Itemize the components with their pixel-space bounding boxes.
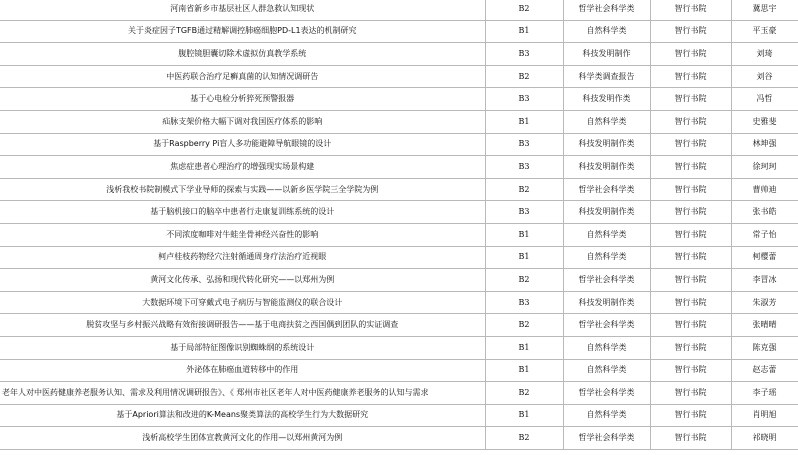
category-cell[interactable]: 哲学社会科学类	[563, 427, 650, 450]
level-cell[interactable]: B2	[485, 178, 563, 201]
level-cell[interactable]: B1	[485, 336, 563, 359]
leader-name-cell[interactable]: 林坤强	[731, 133, 798, 156]
leader-name-cell[interactable]: 张晴晴	[731, 314, 798, 337]
project-title-cell[interactable]: 关于炎症因子TGFB通过精解调控肺癌细胞PD-L1表达的机制研究	[0, 20, 485, 43]
category-cell[interactable]: 哲学社会科学类	[563, 314, 650, 337]
project-title-cell[interactable]: 基于局部特征图像识别蜘蛛纲的系统设计	[0, 336, 485, 359]
table-row[interactable]	[0, 201, 798, 224]
category-cell[interactable]: 自然科学类	[563, 223, 650, 246]
college-cell[interactable]: 智行书院	[650, 201, 731, 224]
leader-name-cell[interactable]: 张书皓	[731, 201, 798, 224]
project-title-cell[interactable]: 老年人对中医药健康养老服务认知、需求及利用情况调研报告》、《 郑州市社区老年人对中医药健康养老服务的认知与需求	[0, 382, 485, 405]
table-row[interactable]	[0, 269, 798, 292]
level-cell[interactable]: B1	[485, 20, 563, 43]
project-title-cell[interactable]: 大数据环境下可穿戴式电子病历与智能监测仪的联合设计	[0, 291, 485, 314]
leader-name-cell[interactable]: 赵志蕾	[731, 359, 798, 382]
project-title-cell[interactable]: 不同浓度咖啡对牛蛙坐骨神经兴奋性的影响	[0, 223, 485, 246]
table-row[interactable]	[0, 359, 798, 382]
level-cell[interactable]: B2	[485, 0, 563, 20]
table-row[interactable]	[0, 223, 798, 246]
category-cell[interactable]: 自然科学类	[563, 110, 650, 133]
leader-name-cell[interactable]: 陈克强	[731, 336, 798, 359]
category-cell[interactable]: 自然科学类	[563, 404, 650, 427]
leader-name-cell[interactable]: 刘谷	[731, 65, 798, 88]
leader-name-cell[interactable]: 冀思宇	[731, 0, 798, 20]
table-row[interactable]	[0, 133, 798, 156]
category-cell[interactable]: 自然科学类	[563, 20, 650, 43]
college-cell[interactable]: 智行书院	[650, 65, 731, 88]
leader-name-cell[interactable]: 柯樱蕾	[731, 246, 798, 269]
table-row[interactable]	[0, 291, 798, 314]
category-cell[interactable]: 哲学社会科学类	[563, 382, 650, 405]
table-row[interactable]	[0, 178, 798, 201]
level-cell[interactable]: B2	[485, 269, 563, 292]
college-cell[interactable]: 智行书院	[650, 269, 731, 292]
college-cell[interactable]: 智行书院	[650, 359, 731, 382]
college-cell[interactable]: 智行书院	[650, 178, 731, 201]
level-cell[interactable]: B3	[485, 291, 563, 314]
project-title-cell[interactable]: 基于Apriori算法和改进的K-Means聚类算法的高校学生行为大数据研究	[0, 404, 485, 427]
category-cell[interactable]: 哲学社会科学类	[563, 178, 650, 201]
category-cell[interactable]: 科技发明制作	[563, 43, 650, 66]
project-title-cell[interactable]: 外泌体在肺癌血道转移中的作用	[0, 359, 485, 382]
college-cell[interactable]: 智行书院	[650, 314, 731, 337]
leader-name-cell[interactable]: 朱淑芳	[731, 291, 798, 314]
category-cell[interactable]: 自然科学类	[563, 246, 650, 269]
level-cell[interactable]: B3	[485, 201, 563, 224]
level-cell[interactable]: B2	[485, 382, 563, 405]
table-row[interactable]	[0, 336, 798, 359]
level-cell[interactable]: B1	[485, 359, 563, 382]
table-row[interactable]	[0, 382, 798, 405]
leader-name-cell[interactable]: 李冒冰	[731, 269, 798, 292]
project-title-cell[interactable]: 浅析高校学生团体宣教黄河文化的作用—以郑州黄河为例	[0, 427, 485, 450]
leader-name-cell[interactable]: 李子瑶	[731, 382, 798, 405]
category-cell[interactable]: 哲学社会科学类	[563, 0, 650, 20]
project-title-cell[interactable]: 浅析我校书院制模式下学业导师的探索与实践——以新乡医学院三全学院为例	[0, 178, 485, 201]
leader-name-cell[interactable]: 徐珂珂	[731, 156, 798, 179]
college-cell[interactable]: 智行书院	[650, 246, 731, 269]
category-cell[interactable]: 科技发明作类	[563, 88, 650, 111]
table-row[interactable]	[0, 246, 798, 269]
project-title-cell[interactable]: 疝脉支架价格大幅下调对我国医疗体系的影响	[0, 110, 485, 133]
category-cell[interactable]: 科技发明制作类	[563, 291, 650, 314]
table-row[interactable]	[0, 404, 798, 427]
college-cell[interactable]: 智行书院	[650, 404, 731, 427]
college-cell[interactable]: 智行书院	[650, 110, 731, 133]
level-cell[interactable]: B3	[485, 133, 563, 156]
level-cell[interactable]: B3	[485, 156, 563, 179]
project-title-cell[interactable]: 河南省新乡市基层社区人群急救认知现状	[0, 0, 485, 20]
project-title-cell[interactable]: 腹腔镜胆囊切除术虚拟仿真教学系统	[0, 43, 485, 66]
table-row[interactable]	[0, 0, 798, 20]
college-cell[interactable]: 智行书院	[650, 43, 731, 66]
college-cell[interactable]: 智行书院	[650, 223, 731, 246]
leader-name-cell[interactable]: 曹帅迪	[731, 178, 798, 201]
table-row[interactable]	[0, 110, 798, 133]
level-cell[interactable]: B3	[485, 88, 563, 111]
table-row[interactable]	[0, 156, 798, 179]
leader-name-cell[interactable]: 平玉豪	[731, 20, 798, 43]
category-cell[interactable]: 科学类调查报告	[563, 65, 650, 88]
college-cell[interactable]: 智行书院	[650, 156, 731, 179]
level-cell[interactable]: B1	[485, 246, 563, 269]
category-cell[interactable]: 科技发明制作类	[563, 133, 650, 156]
leader-name-cell[interactable]: 肖明旭	[731, 404, 798, 427]
college-cell[interactable]: 智行书院	[650, 382, 731, 405]
table-row[interactable]	[0, 43, 798, 66]
level-cell[interactable]: B1	[485, 404, 563, 427]
college-cell[interactable]: 智行书院	[650, 291, 731, 314]
level-cell[interactable]: B1	[485, 110, 563, 133]
table-row[interactable]	[0, 65, 798, 88]
college-cell[interactable]: 智行书院	[650, 427, 731, 450]
project-title-cell[interactable]: 基于Raspberry Pi盲人多功能避障导航眼镜的设计	[0, 133, 485, 156]
leader-name-cell[interactable]: 冯哲	[731, 88, 798, 111]
level-cell[interactable]: B3	[485, 43, 563, 66]
project-title-cell[interactable]: 焦虑症患者心理治疗的增强现实场景构建	[0, 156, 485, 179]
table-row[interactable]	[0, 427, 798, 450]
category-cell[interactable]: 科技发明制作类	[563, 201, 650, 224]
college-cell[interactable]: 智行书院	[650, 88, 731, 111]
leader-name-cell[interactable]: 刘琦	[731, 43, 798, 66]
level-cell[interactable]: B2	[485, 427, 563, 450]
table-row[interactable]	[0, 20, 798, 43]
college-cell[interactable]: 智行书院	[650, 133, 731, 156]
leader-name-cell[interactable]: 史雅斐	[731, 110, 798, 133]
college-cell[interactable]: 智行书院	[650, 336, 731, 359]
level-cell[interactable]: B2	[485, 314, 563, 337]
table-row[interactable]	[0, 88, 798, 111]
level-cell[interactable]: B2	[485, 65, 563, 88]
category-cell[interactable]: 哲学社会科学类	[563, 269, 650, 292]
category-cell[interactable]: 自然科学类	[563, 336, 650, 359]
project-title-cell[interactable]: 中医药联合治疗足癣真菌的认知情况调研告	[0, 65, 485, 88]
project-title-cell[interactable]: 柯卢桂枝药物经穴注射循通周身疗法治疗近视眼	[0, 246, 485, 269]
project-title-cell[interactable]: 基于心电检分析猝死预警报器	[0, 88, 485, 111]
project-title-cell[interactable]: 脱贫攻坚与乡村振兴战略有效衔接调研报告——基于电商扶贫之西国偶到团队的实证调查	[0, 314, 485, 337]
leader-name-cell[interactable]: 祁晓明	[731, 427, 798, 450]
category-cell[interactable]: 自然科学类	[563, 359, 650, 382]
project-title-cell[interactable]: 黄河文化传承、弘扬和现代转化研究——以郑州为例	[0, 269, 485, 292]
college-cell[interactable]: 智行书院	[650, 0, 731, 20]
table-row[interactable]	[0, 314, 798, 337]
category-cell[interactable]: 科技发明制作类	[563, 156, 650, 179]
leader-name-cell[interactable]: 常子怡	[731, 223, 798, 246]
college-cell[interactable]: 智行书院	[650, 20, 731, 43]
level-cell[interactable]: B1	[485, 223, 563, 246]
project-title-cell[interactable]: 基于脑机接口的脑卒中患者行走康复训练系统的设计	[0, 201, 485, 224]
